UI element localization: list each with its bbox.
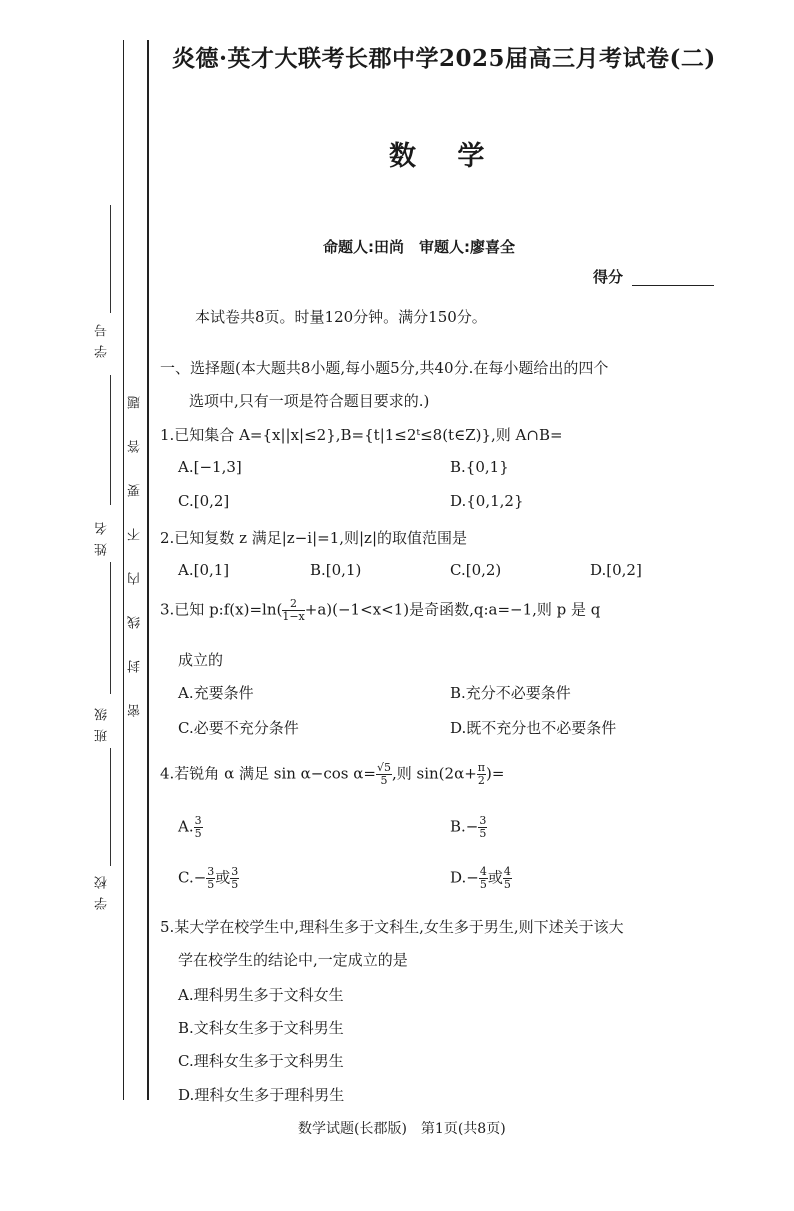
q4-c-prefix: C.− <box>178 868 207 887</box>
q4-d-prefix: D.− <box>450 868 479 887</box>
seal-char: 线 <box>128 616 143 629</box>
score-blank[interactable] <box>632 285 714 286</box>
q4-d-or: 或 <box>487 868 503 887</box>
exam-title: 炎德·英才大联考长郡中学2025届高三月考试卷(二) <box>172 45 716 72</box>
q4-b-prefix: B.− <box>450 817 479 836</box>
student-id-label: 学 号 <box>95 322 110 359</box>
q3-fraction <box>282 598 304 623</box>
q3-frac-den: 1−x <box>282 610 305 623</box>
q3-option-c[interactable]: C.必要不充分条件 <box>178 719 299 737</box>
q3-stem-post: +a)(−1<x<1)是奇函数,q:a=−1,则 p 是 q <box>304 600 601 619</box>
q4-option-c[interactable] <box>178 866 239 891</box>
class-label: 班 级 <box>95 706 110 743</box>
q1-option-d[interactable]: D.{0,1,2} <box>450 492 524 510</box>
q4-a-fraction <box>194 815 203 840</box>
q4-d-den1: 5 <box>479 878 487 891</box>
q1-option-b[interactable]: B.{0,1} <box>450 458 509 476</box>
q1-option-a[interactable]: A.[−1,3] <box>178 458 242 476</box>
school-blank[interactable] <box>110 748 111 866</box>
q4-c-fraction-2 <box>230 866 239 891</box>
class-blank[interactable] <box>110 562 111 694</box>
q4-stem <box>160 762 504 787</box>
school-label: 学 校 <box>95 874 110 911</box>
q4-d-fraction-1 <box>479 866 488 891</box>
q3-option-b[interactable]: B.充分不必要条件 <box>450 684 571 702</box>
q3-option-a[interactable]: A.充要条件 <box>178 684 254 702</box>
q2-option-c[interactable]: C.[0,2) <box>450 561 502 579</box>
q3-stem <box>160 598 600 623</box>
name-label: 姓 名 <box>95 520 110 557</box>
q3-stem-cont: 成立的 <box>178 651 224 669</box>
q4-fraction-2 <box>477 762 486 787</box>
q4-frac2-num: π <box>477 761 486 774</box>
q4-b-fraction <box>478 815 487 840</box>
q4-stem-post: )= <box>486 764 505 783</box>
q1-stem: 1.已知集合 A={x||x|≤2},B={t|1≤2ᵗ≤8(t∈Z)},则 A∩B= <box>160 426 563 444</box>
q4-option-a[interactable] <box>178 815 203 840</box>
q5-stem-cont: 学在校学生的结论中,一定成立的是 <box>178 951 408 969</box>
q4-frac1-den: 5 <box>380 774 388 787</box>
q5-option-a[interactable]: A.理科男生多于文科女生 <box>178 986 344 1004</box>
name-blank[interactable] <box>110 375 111 505</box>
q4-b-num: 3 <box>479 814 487 827</box>
q4-c-fraction-1 <box>206 866 215 891</box>
seal-char: 题 <box>128 396 143 409</box>
seal-char: 封 <box>128 660 143 673</box>
q2-option-b[interactable]: B.[0,1) <box>310 561 362 579</box>
q4-c-den1: 5 <box>207 878 215 891</box>
q5-option-d[interactable]: D.理科女生多于理科男生 <box>178 1086 345 1104</box>
q3-option-d[interactable]: D.既不充分也不必要条件 <box>450 719 617 737</box>
q4-d-den2: 5 <box>503 878 511 891</box>
student-id-blank[interactable] <box>110 205 111 313</box>
authors-line: 命题人:田尚 审题人:廖喜全 <box>323 238 515 256</box>
q5-stem: 5.某大学在校学生中,理科生多于文科生,女生多于男生,则下述关于该大 <box>160 918 624 936</box>
q1-option-c[interactable]: C.[0,2] <box>178 492 230 510</box>
score-label: 得分 <box>593 268 624 286</box>
q4-frac2-den: 2 <box>477 774 485 787</box>
subject-title: 数 学 <box>389 141 501 172</box>
seal-char: 要 <box>128 484 143 497</box>
q2-stem: 2.已知复数 z 满足|z−i|=1,则|z|的取值范围是 <box>160 529 468 547</box>
q3-stem-pre: 3.已知 p:f(x)=ln( <box>160 600 283 619</box>
q4-fraction-1 <box>376 762 392 787</box>
section-heading: 一、选择题(本大题共8小题,每小题5分,共40分.在每小题给出的四个 <box>160 359 609 377</box>
q4-c-den2: 5 <box>231 878 239 891</box>
q5-option-c[interactable]: C.理科女生多于文科男生 <box>178 1052 344 1070</box>
margin-line-inner <box>147 40 149 1100</box>
page-footer: 数学试题(长郡版) 第1页(共8页) <box>298 1121 506 1137</box>
q4-a-den: 5 <box>194 827 202 840</box>
seal-char: 密 <box>128 704 143 717</box>
q4-a-prefix: A. <box>178 817 194 836</box>
q4-b-den: 5 <box>479 827 487 840</box>
q4-c-or: 或 <box>215 868 231 887</box>
margin-line-outer <box>123 40 124 1100</box>
q4-c-num1: 3 <box>207 865 215 878</box>
q4-option-b[interactable] <box>450 815 487 840</box>
seal-char: 不 <box>128 528 143 541</box>
q4-stem-pre: 4.若锐角 α 满足 sin α−cos α= <box>160 764 376 783</box>
q4-frac1-num: √5 <box>376 761 391 774</box>
q4-a-num: 3 <box>194 814 202 827</box>
seal-char: 内 <box>128 572 143 585</box>
q4-stem-mid: ,则 sin(2α+ <box>391 764 477 783</box>
q4-d-num2: 4 <box>503 865 511 878</box>
seal-char: 答 <box>128 440 143 453</box>
section-heading-cont: 选项中,只有一项是符合题目要求的.) <box>189 392 430 410</box>
q5-option-b[interactable]: B.文科女生多于文科男生 <box>178 1019 344 1037</box>
q2-option-d[interactable]: D.[0,2] <box>590 561 642 579</box>
q4-c-num2: 3 <box>231 865 239 878</box>
q3-frac-num: 2 <box>282 598 304 611</box>
instructions: 本试卷共8页。时量120分钟。满分150分。 <box>195 308 487 326</box>
q4-d-num1: 4 <box>479 865 487 878</box>
q4-option-d[interactable] <box>450 866 512 891</box>
q4-d-fraction-2 <box>503 866 512 891</box>
q2-option-a[interactable]: A.[0,1] <box>178 561 230 579</box>
